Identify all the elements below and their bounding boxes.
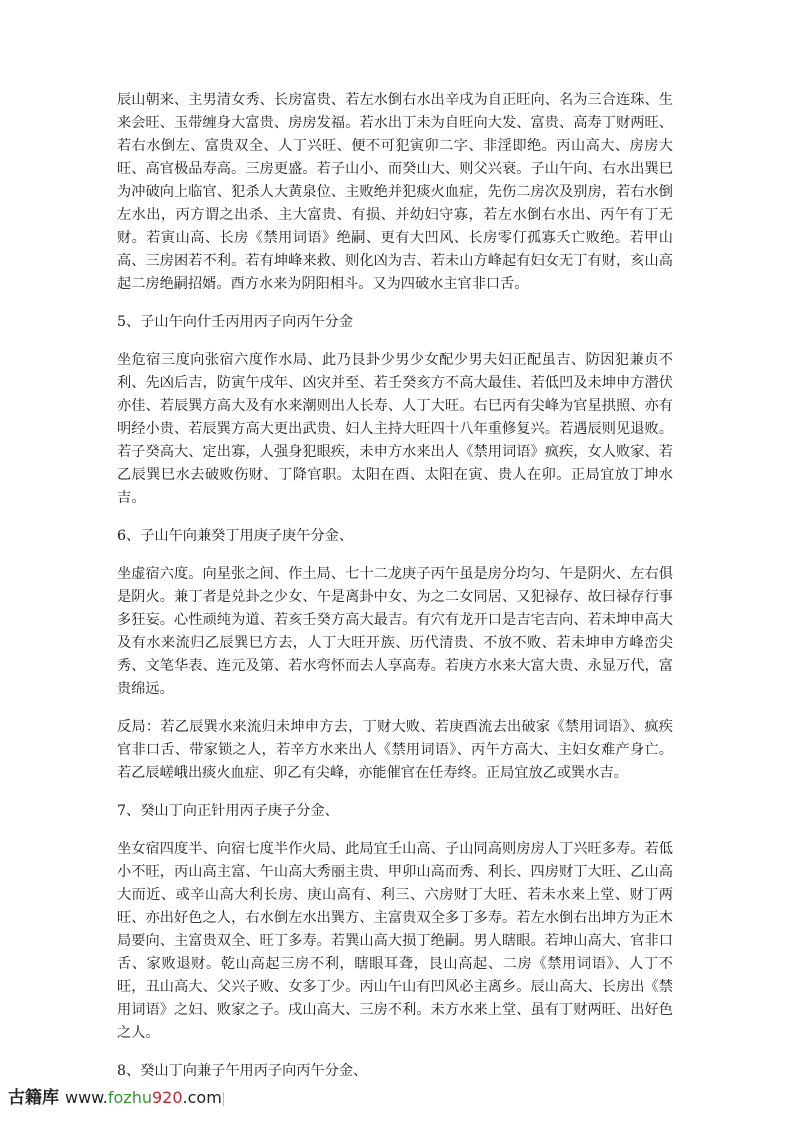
paragraph-section-6-reverse: 反局：若乙辰巽水来流归未坤申方去，丁财大败、若庚酉流去出破家《禁用词语》、疯疾官非口舌、带家锁之人，若辛方水来出人《禁用词语》、丙午方高大、主妇女难产身亡。若乙辰嵯峨出痰火血症、卯乙有尖峰，亦能催官在任寿终。正局宜放乙或巽水吉。 — [117, 719, 673, 781]
section-heading-5: 5、子山午向什壬丙用丙子向丙午分金 — [117, 314, 354, 330]
paragraph-intro: 辰山朝来、主男清女秀、长房富贵、若左水倒右水出辛戌为自正旺向、名为三合连珠、生来会旺、玉带缠身大富贵、房房发福。若水出丁未为自旺向大发、富贵、高寿丁财两旺、若右水倒左、富贵双全、人丁兴旺、便不可犯寅卯二字、非淫即绝。丙山高大、房房大旺、高官极品寿高。三房更盛。若子山小、而癸山大、则父兴衰。子山午向、右水出巽巳为冲破向上临官、犯杀人大黄泉位、主败绝并犯痰火血症，先伤二房次及别房，若右水倒左水出，丙方谓之出杀、主大富贵、有损、并幼妇守寡，若左水倒右水出、丙午有丁无财。若寅山高、长房《禁用词语》绝嗣、更有大凹风、长房零仃孤寡夭亡败绝。若甲山高、三房困若不利。若有坤峰来救、则化凶为吉、若未山方峰起有妇女无丁有财，亥山高起二房绝嗣招婿。酉方水来为阴阳相斗。又为四破水主官非口舌。 — [117, 92, 673, 292]
watermark-divider — [223, 1092, 224, 1106]
watermark-url-green: fozhu — [107, 1088, 152, 1107]
section-heading-8: 8、癸山丁向兼子午用丙子向丙午分金、 — [117, 1063, 368, 1079]
watermark-brand: 古籍库 — [8, 1088, 59, 1108]
watermark-url-red: 920 — [151, 1088, 183, 1107]
footer-watermark — [8, 1088, 224, 1108]
document-body — [117, 89, 673, 1098]
paragraph-section-7: 坐女宿四度半、向宿七度半作火局、此局宜壬山高、子山同高则房房人丁兴旺多寿。若低小不旺，丙山高主富、午山高大秀丽主贵、甲卯山高而秀、利长、四房财丁大旺、乙山高大而近、或辛山高大利长房、庚山高有、利三、六房财丁大旺、若未水来上堂、财丁两旺、亦出好色之人，右水倒左水出巽方、主富贵双全多丁多寿。若左水倒右出坤方为正木局要向、主富贵双全、旺丁多寿。若巽山高大损丁绝嗣。男人瞎眼。若坤山高大、官非口舌、家败退财。乾山高起三房不利，瞎眼耳聋，艮山高起、二房《禁用词语》、人丁不旺，丑山高大、父兴子败、女多丁少。丙山午山有凹风必主离乡。辰山高大、长房出《禁用词语》之妇、败家之子。戌山高大、三房不利。未方水来上堂、虽有丁财两旺、出好色之人。 — [117, 841, 673, 1041]
watermark-url-suffix: .com — [182, 1088, 222, 1107]
paragraph-section-5: 坐危宿三度向张宿六度作水局、此乃艮卦少男少女配少男夫妇正配虽吉、防因犯兼贞不利、先凶后吉，防寅午戌年、凶灾并至、若壬癸亥方不高大最佳、若低凹及未坤申方潜伏亦佳、若辰巽方高大及有水来潮则出人长寿、人丁大旺。右巳丙有尖峰为官星拱照、亦有明经小贵、若辰巽方高大更出武贵、妇人主持大旺四十八年重修复兴。若遇辰则见退败。若子癸高大、定出寡，人强身犯眼疾，未申方水来出人《禁用词语》疯疾，女人败家、若乙辰巽巳水去破败伤财、丁降官职。太阳在酉、太阳在寅、贵人在卯。正局宜放丁坤水吉。 — [117, 352, 673, 506]
section-heading-7: 7、癸山丁向正针用丙子庚子分金、 — [117, 803, 339, 819]
watermark-url-prefix: www. — [65, 1088, 108, 1107]
paragraph-section-6: 坐虚宿六度。向星张之间、作土局、七十二龙庚子丙午虽是房分均匀、午是阴火、左右俱是阴火。兼丁者是兑卦之少女、午是离卦中女、为之二女同居、又犯禄存、故曰禄存行事多狂妄。心性顽纯为道、若亥壬癸方高大最吉。有穴有龙开口是吉宅吉向、若未坤申高大及有水来流归乙辰巽巳方去，人丁大旺开族、历代清贵、不放不败、若未坤申方峰峦尖秀、文笔华表、连元及第、若水弯怀而去人享高寿。若庚方水来大富大贵、永显万代，富贵绵远。 — [117, 566, 673, 697]
section-heading-6: 6、子山午向兼癸丁用庚子庚午分金、 — [117, 528, 354, 544]
